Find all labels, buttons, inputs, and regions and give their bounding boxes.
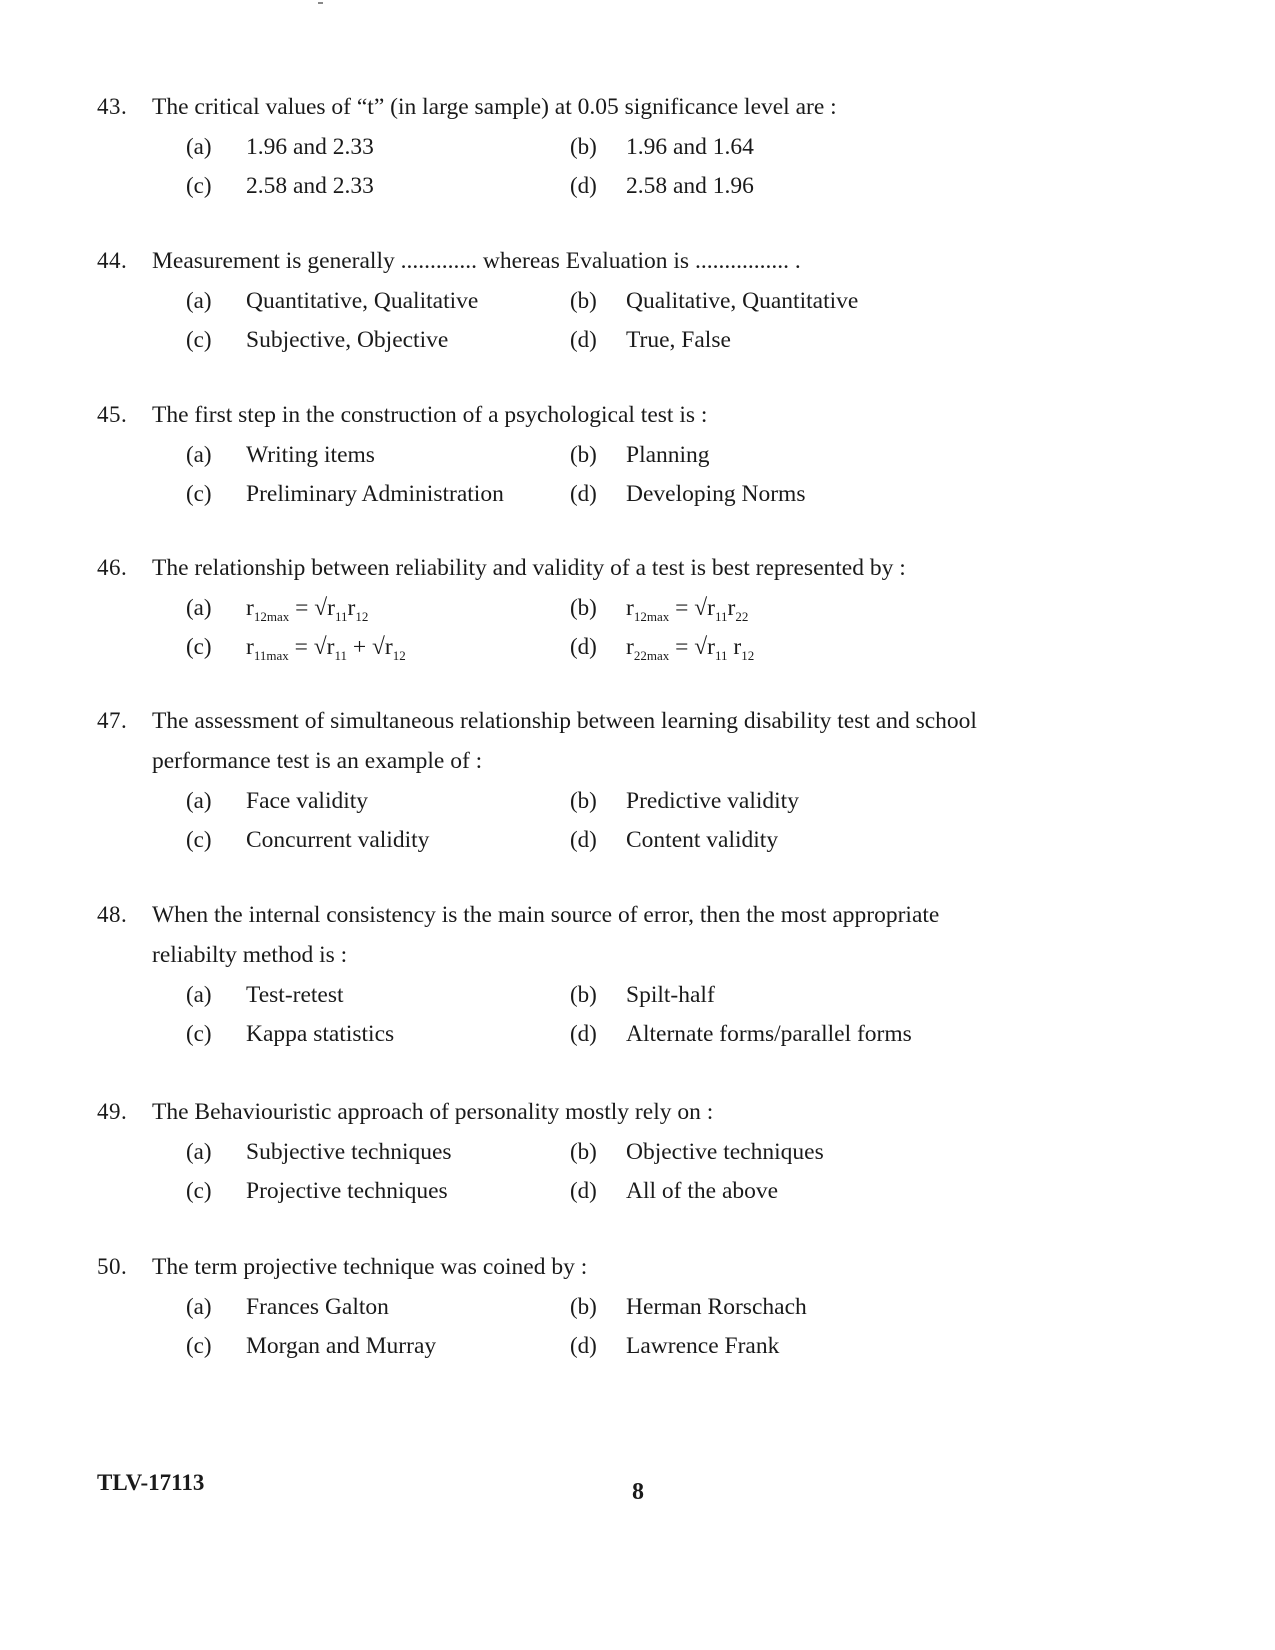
option-label: (d) bbox=[570, 1021, 597, 1046]
option-c[interactable]: Preliminary Administration bbox=[246, 481, 504, 507]
question-43 bbox=[0, 94, 1275, 212]
option-c[interactable]: Concurrent validity bbox=[246, 827, 430, 853]
question-47 bbox=[0, 708, 1275, 866]
option-label: (d) bbox=[570, 634, 597, 659]
option-label: (a) bbox=[186, 134, 212, 159]
question-number: 44. bbox=[97, 248, 128, 273]
option-b[interactable]: Objective techniques bbox=[626, 1139, 824, 1165]
option-label: (a) bbox=[186, 788, 212, 813]
option-label: (c) bbox=[186, 1178, 212, 1203]
question-number: 47. bbox=[97, 708, 128, 733]
option-d[interactable]: Developing Norms bbox=[626, 481, 806, 507]
question-text: The Behaviouristic approach of personality mostly rely on : bbox=[152, 1099, 714, 1125]
option-label: (c) bbox=[186, 173, 212, 198]
paper-code: TLV-17113 bbox=[97, 1470, 205, 1495]
question-46 bbox=[0, 555, 1275, 673]
option-label: (c) bbox=[186, 634, 212, 659]
question-48 bbox=[0, 902, 1275, 1060]
option-label: (b) bbox=[570, 788, 597, 813]
option-label: (b) bbox=[570, 982, 597, 1007]
scan-mark bbox=[318, 2, 323, 4]
question-45 bbox=[0, 402, 1275, 520]
option-label: (d) bbox=[570, 481, 597, 506]
option-label: (c) bbox=[186, 481, 212, 506]
option-label: (b) bbox=[570, 442, 597, 467]
question-44 bbox=[0, 248, 1275, 366]
option-a[interactable]: $r_{12max} = √r_{11}r_{12}$ bbox=[246, 595, 369, 624]
question-50 bbox=[0, 1254, 1275, 1372]
question-text: The first step in the construction of a psychological test is : bbox=[152, 402, 708, 428]
question-text: The assessment of simultaneous relationship between learning disability test and school bbox=[152, 708, 977, 734]
option-label: (d) bbox=[570, 173, 597, 198]
question-text: Measurement is generally ............. whereas Evaluation is ................ . bbox=[152, 248, 801, 274]
option-a[interactable]: Face validity bbox=[246, 788, 369, 814]
question-number: 48. bbox=[97, 902, 128, 927]
question-number: 45. bbox=[97, 402, 128, 427]
option-label: (b) bbox=[570, 1139, 597, 1164]
option-label: (c) bbox=[186, 827, 212, 852]
option-d[interactable]: $r_{22max} = √r_{11}$ $r_{12}$ bbox=[626, 634, 755, 663]
question-text: The relationship between reliability and validity of a test is best represented by : bbox=[152, 555, 906, 581]
option-b[interactable]: Planning bbox=[626, 442, 710, 468]
option-label: (b) bbox=[570, 134, 597, 159]
option-label: (b) bbox=[570, 595, 597, 620]
option-label: (d) bbox=[570, 327, 597, 352]
option-d[interactable]: True, False bbox=[626, 327, 731, 353]
option-label: (c) bbox=[186, 1021, 212, 1046]
question-text: The term projective technique was coined by : bbox=[152, 1254, 588, 1280]
option-a[interactable]: Test-retest bbox=[246, 982, 344, 1008]
option-d[interactable]: All of the above bbox=[626, 1178, 779, 1204]
question-number: 46. bbox=[97, 555, 128, 580]
option-a[interactable]: Writing items bbox=[246, 442, 375, 468]
question-number: 50. bbox=[97, 1254, 128, 1279]
option-a[interactable]: 1.96 and 2.33 bbox=[246, 134, 374, 160]
option-label: (d) bbox=[570, 827, 597, 852]
option-d[interactable]: 2.58 and 1.96 bbox=[626, 173, 754, 199]
option-label: (b) bbox=[570, 288, 597, 313]
option-label: (a) bbox=[186, 288, 212, 313]
option-b[interactable]: $r_{12max} = √r_{11}r_{22}$ bbox=[626, 595, 749, 624]
option-label: (a) bbox=[186, 982, 212, 1007]
option-label: (a) bbox=[186, 1294, 212, 1319]
option-label: (a) bbox=[186, 595, 212, 620]
option-a[interactable]: Quantitative, Qualitative bbox=[246, 288, 479, 314]
option-c[interactable]: $r_{11max} = √r_{11} + √r_{12}$ bbox=[246, 634, 406, 663]
option-label: (c) bbox=[186, 327, 212, 352]
option-d[interactable]: Lawrence Frank bbox=[626, 1333, 780, 1359]
option-b[interactable]: Qualitative, Quantitative bbox=[626, 288, 859, 314]
option-a[interactable]: Subjective techniques bbox=[246, 1139, 452, 1165]
option-c[interactable]: Projective techniques bbox=[246, 1178, 448, 1204]
option-label: (a) bbox=[186, 442, 212, 467]
question-text-continued: performance test is an example of : bbox=[152, 748, 483, 774]
question-text: The critical values of “t” (in large sample) at 0.05 significance level are : bbox=[152, 94, 837, 120]
option-label: (c) bbox=[186, 1333, 212, 1358]
question-number: 43. bbox=[97, 94, 128, 119]
option-c[interactable]: Kappa statistics bbox=[246, 1021, 395, 1047]
option-c[interactable]: 2.58 and 2.33 bbox=[246, 173, 374, 199]
option-d[interactable]: Content validity bbox=[626, 827, 779, 853]
question-text-continued: reliabilty method is : bbox=[152, 942, 348, 968]
question-number: 49. bbox=[97, 1099, 128, 1124]
option-label: (d) bbox=[570, 1333, 597, 1358]
option-c[interactable]: Subjective, Objective bbox=[246, 327, 449, 353]
option-label: (b) bbox=[570, 1294, 597, 1319]
page-number: 8 bbox=[632, 1479, 644, 1505]
option-label: (d) bbox=[570, 1178, 597, 1203]
option-label: (a) bbox=[186, 1139, 212, 1164]
option-b[interactable]: Herman Rorschach bbox=[626, 1294, 807, 1320]
option-b[interactable]: Predictive validity bbox=[626, 788, 799, 814]
option-c[interactable]: Morgan and Murray bbox=[246, 1333, 437, 1359]
option-a[interactable]: Frances Galton bbox=[246, 1294, 389, 1320]
question-49 bbox=[0, 1099, 1275, 1217]
option-b[interactable]: Spilt-half bbox=[626, 982, 715, 1008]
option-d[interactable]: Alternate forms/parallel forms bbox=[626, 1021, 912, 1047]
question-text: When the internal consistency is the main source of error, then the most appropriate bbox=[152, 902, 940, 928]
option-b[interactable]: 1.96 and 1.64 bbox=[626, 134, 754, 160]
